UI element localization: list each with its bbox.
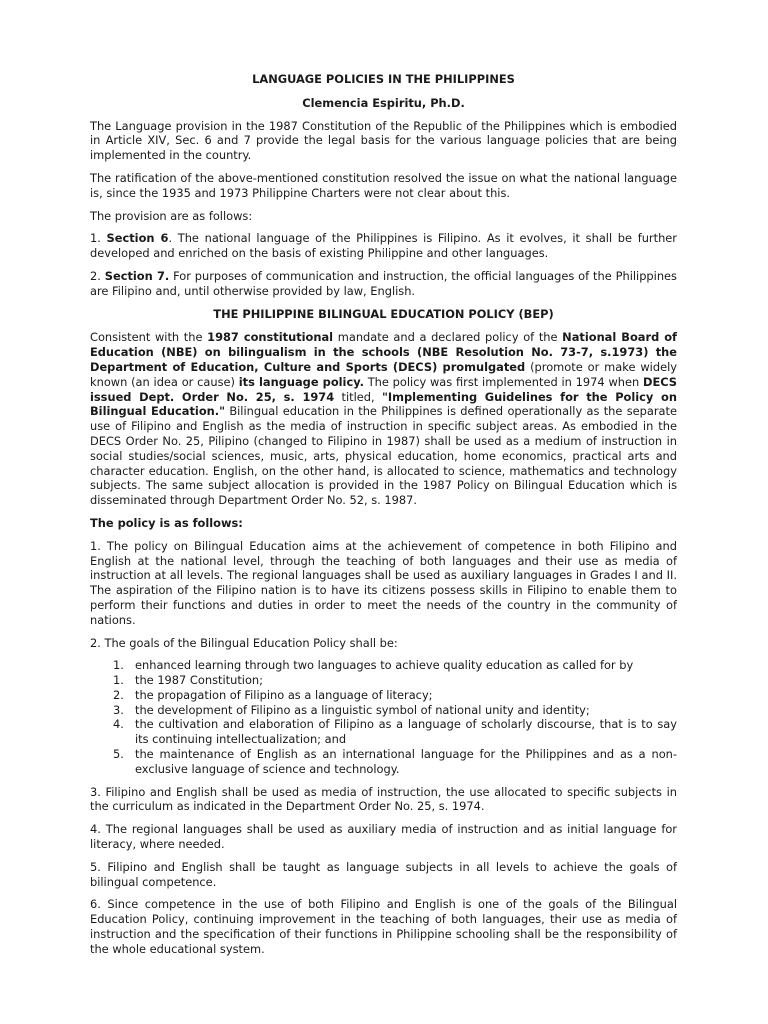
list-item: 1. the 1987 Constitution; [113,673,263,688]
goals-list [90,658,677,776]
provision-label: Section 7. [104,268,170,283]
list-item: 2. the propagation of Filipino as a language of literacy; [113,687,433,702]
policy-heading: The policy is as follows: [90,515,243,530]
section-heading-bep: THE PHILIPPINE BILINGUAL EDUCATION POLICY (BEP) [213,306,554,321]
list-item: 5. the maintenance of English as an international language for the Philippines and as a non-exclusive language of science and technology. [113,747,677,776]
policy-point: 6. Since competence in the use of both Filipino and English is one of the goals of the Bilingual Education Policy, continuing improvement in the teaching of both languages, their use as media of instruction and the specification of their functions in Philippine schooling shall be the responsibility of the whole educational system. [90,897,677,956]
document-title: LANGUAGE POLICIES IN THE PHILIPPINES [252,72,515,86]
list-item: 4. the cultivation and elaboration of Filipino as a language of scholarly discourse, that is to say its continuing intellectualization; and [113,717,677,747]
policy-point: 5. Filipino and English shall be taught as language subjects in all levels to achieve the goals of bilingual competence. [90,859,677,889]
document-page [90,72,677,965]
policy-point: 3. Filipino and English shall be used as media of instruction, the use allocated to specific subjects in the curriculum as indicated in the Department Order No. 25, s. 1974. [90,784,677,814]
intro-paragraph: The provision are as follows: [90,208,253,223]
policy-point: 2. The goals of the Bilingual Education Policy shall be: [90,635,398,650]
policy-point: 4. The regional languages shall be used as auxiliary media of instruction and as initial language for literacy, where needed. [90,822,677,852]
provision-section-7: 2. Section 7. For purposes of communication and instruction, the official languages of the Philippines are Filipino and, until otherwise provided by law, English. [90,268,677,298]
provision-section-6: 1. Section 6. The national language of the Philippines is Filipino. As it evolves, it shall be further developed and enriched on the basis of existing Philippine and other languages. [90,231,677,261]
document-author: Clemencia Espiritu, Ph.D. [302,95,465,110]
bep-paragraph: Consistent with the 1987 constitutional mandate and a declared policy of the National Board of Education (NBE) on bilingualism in the schools (NBE Resolution No. 73-7, s.1973) the Department of Education, Culture and Sports (DECS) promulgated (promote or make widely known (an idea or cause) its language policy. The policy was first implemented in 1974 when DECS issued Dept. Order No. 25, s. 1974 titled, "Implementing Guidelines for the Policy on Bilingual Education." Bilingual education in the Philippines is defined operationally as the separate use of Filipino and English as the media of instruction in specific subject areas. As embodied in the DECS Order No. 25, Pilipino (changed to Filipino in 1987) shall be used as a medium of instruction in social studies/social sciences, music, arts, physical education, home economics, practical arts and character education. English, on the other hand, is allocated to science, mathematics and technology subjects. The same subject allocation is provided in the 1987 Policy on Bilingual Education which is disseminated through Department Order No. 52, s. 1987. [90,330,677,508]
provision-label: Section 6 [106,231,169,246]
intro-paragraph: The ratification of the above-mentioned constitution resolved the issue on what the national language is, since the 1935 and 1973 Philippine Charters were not clear about this. [90,170,677,200]
list-item: 3. the development of Filipino as a linguistic symbol of national unity and identity; [113,702,590,717]
policy-point: 1. The policy on Bilingual Education aims at the achievement of competence in both Filipino and English at the national level, through the teaching of both languages and their use as media of instruction at all levels. The regional languages shall be used as auxiliary languages in Grades I and II. The aspiration of the Filipino nation is to have its citizens possess skills in Filipino to enable them to perform their functions and duties in order to meet the needs of the country in the community of nations. [90,538,677,627]
intro-paragraph: The Language provision in the 1987 Constitution of the Republic of the Philippines which is embodied in Article XIV, Sec. 6 and 7 provide the legal basis for the various language policies that are being implemented in the country. [90,118,677,163]
list-item: 1. enhanced learning through two languages to achieve quality education as called for by [113,658,634,673]
